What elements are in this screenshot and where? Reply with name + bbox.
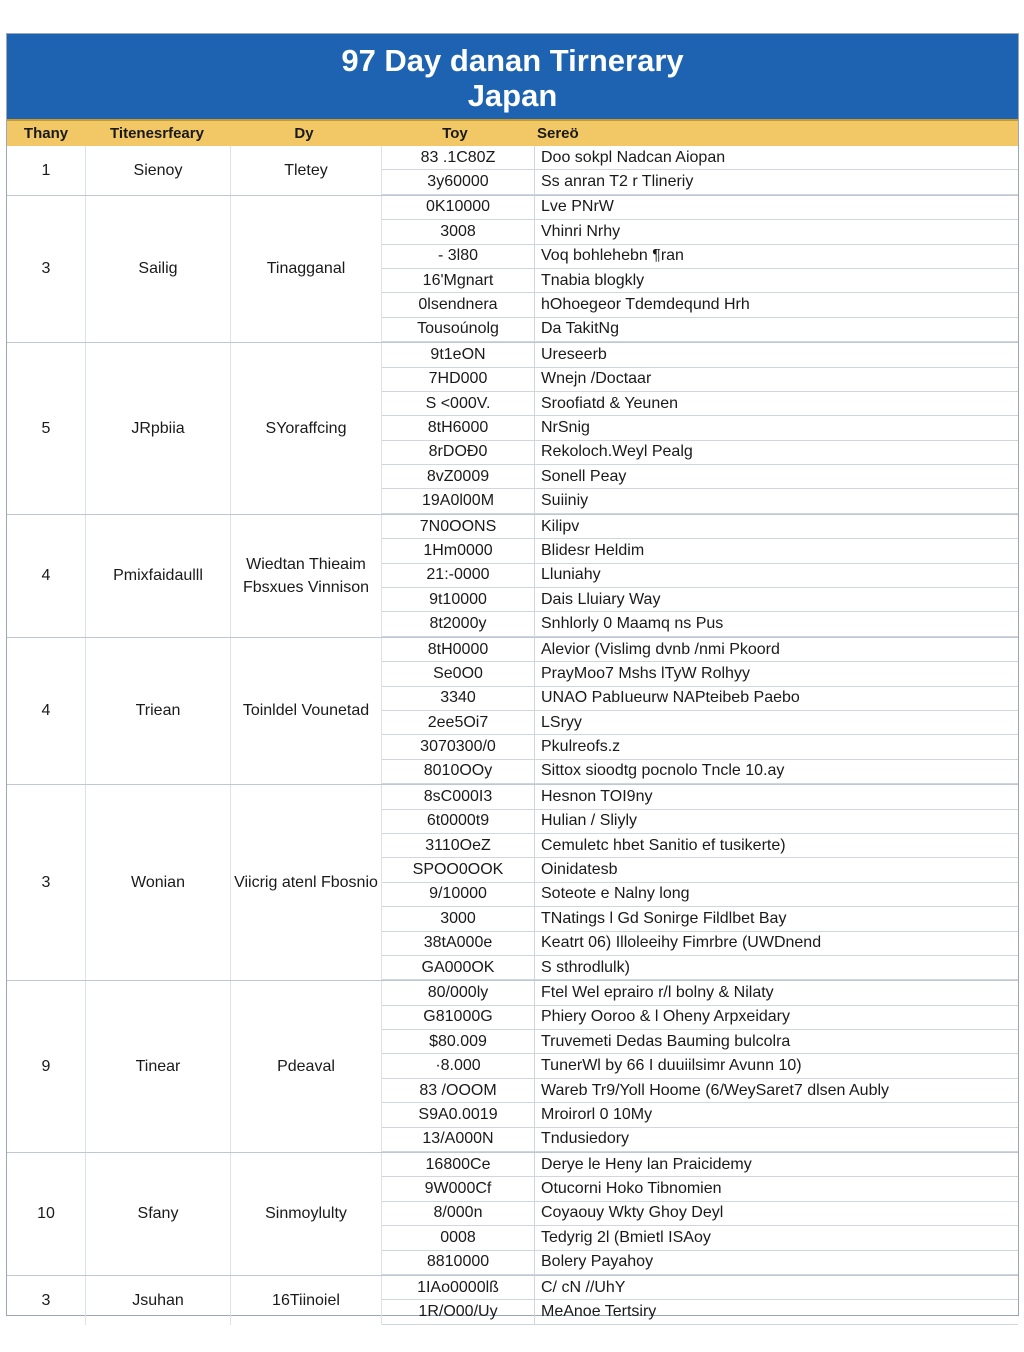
activity-description: S sthrodlulk) (541, 958, 630, 976)
activity-time: - 3l80 (382, 245, 535, 268)
activity-description: PrayMoo7 Mshs lTyW Rolhyy (541, 664, 750, 682)
activity-description: Ss anran T2 r Tlineriy (541, 173, 694, 191)
activity-description: Hulian / Sliyly (541, 812, 638, 830)
activity-description: Tndusiedory (541, 1130, 630, 1148)
table-row (382, 687, 1018, 711)
activity-time: 0lsendnera (382, 293, 535, 316)
activity-description: Tnabia blogkly (541, 271, 645, 289)
activity-description: Doo sokpl Nadcan Aiopan (541, 148, 726, 166)
day-number: 3 (7, 1276, 86, 1325)
table-row (382, 1079, 1018, 1103)
day-theme: Pdeaval (231, 981, 382, 1152)
activity-time: 9t1eON (382, 343, 535, 366)
day-theme: SYoraffcing (231, 343, 382, 514)
day-number: 3 (7, 196, 86, 342)
activity-description: Sroofiatd & Yeunen (541, 394, 679, 412)
activity-description: Blidesr Heldim (541, 541, 645, 559)
activity-description: Lve PNrW (541, 198, 614, 216)
activity-time: 19A0l00M (382, 489, 535, 512)
day-theme: Viicrig atenl Fbosnio (231, 785, 382, 980)
day-number: 3 (7, 785, 86, 980)
table-row (382, 539, 1018, 563)
day-theme: Wiedtan Thieaim Fbsxues Vinnison (231, 515, 382, 637)
table-row (382, 932, 1018, 956)
activity-time: 13/A000N (382, 1128, 535, 1151)
table-row (382, 907, 1018, 931)
activity-list (382, 146, 1018, 195)
activity-list (382, 515, 1018, 637)
activity-time: 3340 (382, 687, 535, 710)
activity-time: S9A0.0019 (382, 1103, 535, 1126)
activity-description: Snhlorly 0 Maamq ns Pus (541, 615, 724, 633)
activity-time: 0008 (382, 1226, 535, 1249)
activity-list (382, 1153, 1018, 1275)
activity-description: Truvemeti Dedas Bauming bulcolra (541, 1032, 791, 1050)
table-row (382, 981, 1018, 1005)
day-theme: 16Tiinoiel (231, 1276, 382, 1325)
activity-time: 83 .1C80Z (382, 146, 535, 169)
activity-description: Ureseerb (541, 345, 607, 363)
day-group (7, 514, 1018, 637)
city-name: Ѕfany (86, 1153, 231, 1275)
activity-time: 9/10000 (382, 883, 535, 906)
activity-description: Bolery Payahoy (541, 1253, 654, 1271)
table-row (382, 858, 1018, 882)
table-row (382, 1226, 1018, 1250)
day-theme: Toinldel Vounetad (231, 638, 382, 784)
city-name: Sailig (86, 196, 231, 342)
day-number: 5 (7, 343, 86, 514)
activity-time: Tousoúnolg (382, 318, 535, 341)
table-row (382, 1030, 1018, 1054)
activity-list (382, 1276, 1018, 1325)
table-row (382, 1177, 1018, 1201)
activity-description: Suiiniy (541, 492, 589, 510)
table-row (382, 441, 1018, 465)
table-row (382, 1054, 1018, 1078)
day-group (7, 1275, 1018, 1325)
activity-time: 83 /OOOM (382, 1079, 535, 1102)
activity-description: Da TakitNg (541, 320, 619, 338)
table-row (382, 662, 1018, 686)
activity-description: Sonell Peay (541, 467, 627, 485)
activity-description: Sittox sioodtg pocnolo Tncle 10.ay (541, 762, 785, 780)
table-row (382, 956, 1018, 980)
activity-time: 2ee5Oi7 (382, 711, 535, 734)
activity-time: 3070300/0 (382, 735, 535, 758)
activity-time: 7HD000 (382, 368, 535, 391)
column-header: Toy (442, 125, 468, 142)
activity-description: Phiery Ooroo & l Oheny Arpxeidary (541, 1008, 791, 1026)
activity-time: G81000G (382, 1006, 535, 1029)
activity-description: C/ cN //UhY (541, 1278, 626, 1296)
table-row (382, 588, 1018, 612)
activity-list (382, 196, 1018, 342)
table-row (382, 735, 1018, 759)
activity-list (382, 981, 1018, 1152)
activity-time: 80/000ly (382, 981, 535, 1004)
table-row (382, 1103, 1018, 1127)
day-theme: Tletey (231, 146, 382, 195)
activity-time: 8tH6000 (382, 416, 535, 439)
table-row (382, 760, 1018, 784)
activity-description: NrSnig (541, 418, 590, 436)
activity-time: $80.009 (382, 1030, 535, 1053)
table-row (382, 785, 1018, 809)
day-group (7, 980, 1018, 1152)
page-subtitle: Japan (467, 77, 558, 113)
day-theme: Tinagganal (231, 196, 382, 342)
table-row (382, 564, 1018, 588)
day-theme: Sinmoylulty (231, 1153, 382, 1275)
table-row (382, 1276, 1018, 1300)
activity-description: Mroirorl 0 10My (541, 1105, 653, 1123)
table-row (382, 1251, 1018, 1275)
activity-time: 16800Ce (382, 1153, 535, 1176)
activity-description: Derye le Heny lan Praicidemy (541, 1155, 752, 1173)
activity-time: 1R/O00/Uy (382, 1300, 535, 1323)
activity-description: LSryy (541, 713, 582, 731)
day-number: 9 (7, 981, 86, 1152)
activity-description: MeAnoe Tertsiry (541, 1303, 657, 1321)
activity-time: 8rDOÐ0 (382, 441, 535, 464)
table-row (382, 269, 1018, 293)
activity-description: Coyaouy Wkty Ghoy Deyl (541, 1204, 724, 1222)
activity-time: 3008 (382, 220, 535, 243)
activity-description: Otucorni Hoko Tibnomien (541, 1180, 722, 1198)
activity-description: Hesnon TOI9ny (541, 787, 653, 805)
table-row (382, 196, 1018, 220)
city-name: Triean (86, 638, 231, 784)
activity-description: Oinidatesb (541, 861, 618, 879)
table-row (382, 810, 1018, 834)
table-row (382, 1128, 1018, 1152)
activity-list (382, 343, 1018, 514)
day-group (7, 342, 1018, 514)
table-row (382, 612, 1018, 636)
activity-description: Kilipv (541, 517, 580, 535)
activity-time: 16'Mgnart (382, 269, 535, 292)
activity-time: 8tH0000 (382, 638, 535, 661)
activity-time: 6t0000t9 (382, 810, 535, 833)
activity-time: 9t10000 (382, 588, 535, 611)
column-header: Sereö (537, 125, 579, 142)
activity-description: Soteote e Nalny long (541, 885, 690, 903)
itinerary-table-body (7, 146, 1018, 1325)
activity-time: 0K10000 (382, 196, 535, 219)
activity-description: Voq bohlehebn ¶ran (541, 247, 684, 265)
table-row (382, 392, 1018, 416)
table-row (382, 170, 1018, 194)
activity-time: 7N0OONS (382, 515, 535, 538)
day-group (7, 195, 1018, 342)
activity-time: 21:-0000 (382, 564, 535, 587)
activity-time: GA000OK (382, 956, 535, 979)
city-name: JRpbiia (86, 343, 231, 514)
day-group (7, 784, 1018, 980)
city-name: Wonian (86, 785, 231, 980)
activity-time: S <000V. (382, 392, 535, 415)
activity-description: Cemuletc hbet Sanitio ef tusikerte) (541, 836, 786, 854)
table-row (382, 1300, 1018, 1324)
table-row (382, 146, 1018, 170)
table-row (382, 368, 1018, 392)
table-row (382, 318, 1018, 342)
table-row (382, 711, 1018, 735)
table-row (382, 1006, 1018, 1030)
city-name: Jsuhan (86, 1276, 231, 1325)
page-title: 97 Day danan Tirnerary (341, 42, 684, 78)
table-row (382, 638, 1018, 662)
activity-description: Tedyrig 2l (Bmietl ISAoy (541, 1228, 711, 1246)
activity-description: Rekoloch.Weyl Pealg (541, 443, 693, 461)
activity-time: ·8.000 (382, 1054, 535, 1077)
activity-description: TNatings l Gd Sonirge Fildlbet Bay (541, 909, 787, 927)
activity-time: 8/000n (382, 1202, 535, 1225)
city-name: Pmixfaidaulll (86, 515, 231, 637)
activity-time: 8sC000I3 (382, 785, 535, 808)
column-header: Titenesrfeary (110, 125, 204, 142)
activity-description: Alevior (Vislimg dvnb /nmi Pkoord (541, 640, 780, 658)
activity-time: 1IAo0000lß (382, 1276, 535, 1299)
city-name: Sienoy (86, 146, 231, 195)
table-header (7, 119, 1018, 146)
table-row (382, 834, 1018, 858)
activity-list (382, 638, 1018, 784)
activity-time: 8vZ0009 (382, 465, 535, 488)
table-row (382, 1202, 1018, 1226)
day-number: 10 (7, 1153, 86, 1275)
activity-time: 9W000Cf (382, 1177, 535, 1200)
day-number: 1 (7, 146, 86, 195)
activity-description: UNAO PabIueurw NAPteibeb Paebo (541, 689, 800, 707)
day-number: 4 (7, 515, 86, 637)
table-row (382, 220, 1018, 244)
activity-description: Wnejn /Doctaar (541, 370, 652, 388)
activity-time: 3000 (382, 907, 535, 930)
activity-description: Dais Lluiary Way (541, 590, 661, 608)
table-row (382, 343, 1018, 367)
activity-description: Lluniahy (541, 566, 601, 584)
activity-description: Wareb Tr9/Yoll Hoome (6/WeySaret7 dlsen Aubly (541, 1081, 890, 1099)
activity-list (382, 785, 1018, 980)
activity-description: Keatrt 06) Illoleeihy Fimrbre (UWDnend (541, 934, 822, 952)
activity-time: 1Hm0000 (382, 539, 535, 562)
day-number: 4 (7, 638, 86, 784)
table-row (382, 1153, 1018, 1177)
day-group (7, 637, 1018, 784)
activity-time: SPOO0OOK (382, 858, 535, 881)
table-row (382, 883, 1018, 907)
table-row (382, 489, 1018, 513)
table-row (382, 515, 1018, 539)
activity-time: 3110OeZ (382, 834, 535, 857)
activity-description: Ftel Wel eprairo r/l bolny & Nilaty (541, 983, 774, 1001)
activity-description: hOhoegeor Tdemdeqund Hrh (541, 296, 750, 314)
day-group (7, 146, 1018, 195)
city-name: Tinear (86, 981, 231, 1152)
table-row (382, 416, 1018, 440)
table-row (382, 465, 1018, 489)
activity-time: 3y60000 (382, 170, 535, 193)
column-header: Dy (294, 125, 314, 142)
activity-description: TunerWl by 66 I duuiilsimr Avunn 10) (541, 1057, 802, 1075)
activity-description: Vhinri Nrhy (541, 222, 621, 240)
table-row (382, 245, 1018, 269)
activity-time: 8010OOy (382, 760, 535, 783)
activity-time: 8810000 (382, 1251, 535, 1274)
activity-description: Pkulreofs.z (541, 738, 621, 756)
day-group (7, 1152, 1018, 1275)
itinerary-sheet (6, 33, 1019, 1321)
activity-time: Se0O0 (382, 662, 535, 685)
activity-time: 8t2000y (382, 612, 535, 635)
column-header: Thany (23, 125, 69, 142)
activity-time: 38tA000e (382, 932, 535, 955)
table-row (382, 293, 1018, 317)
title-banner (7, 34, 1018, 119)
